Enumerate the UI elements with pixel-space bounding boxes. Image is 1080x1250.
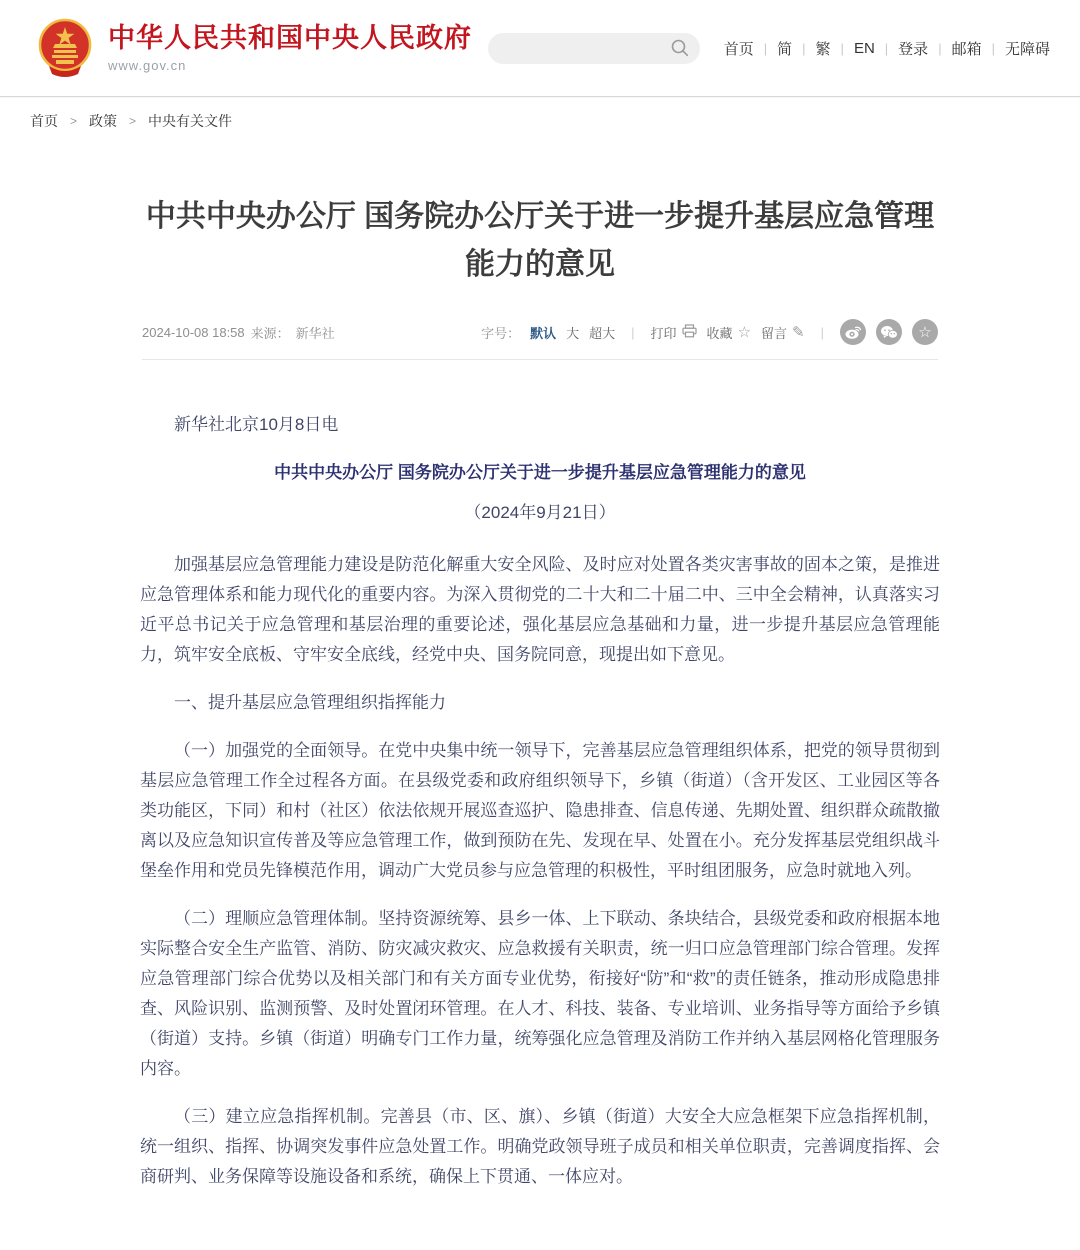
nav-separator: | bbox=[840, 40, 844, 56]
nav-separator: | bbox=[763, 40, 768, 56]
share-weibo-button[interactable] bbox=[840, 319, 866, 345]
site-brand[interactable] bbox=[36, 18, 472, 78]
brand-text bbox=[108, 23, 472, 73]
font-size-default-button[interactable]: 默认 bbox=[530, 325, 557, 341]
font-size-label: 字号： bbox=[481, 325, 521, 341]
print-button[interactable] bbox=[651, 323, 697, 342]
comment-label: 留言 bbox=[761, 325, 788, 341]
wechat-icon bbox=[880, 325, 898, 340]
font-size-xlarge-button[interactable]: 超大 bbox=[589, 325, 616, 341]
printer-icon bbox=[682, 324, 697, 341]
star-outline-icon: ☆ bbox=[737, 323, 752, 341]
share-favorites-button[interactable] bbox=[912, 319, 938, 345]
article-meta-row bbox=[120, 319, 960, 345]
search-box[interactable] bbox=[488, 33, 700, 64]
font-size-large-button[interactable]: 大 bbox=[566, 325, 580, 341]
article-meta-right bbox=[481, 319, 938, 345]
nav-separator: | bbox=[884, 40, 889, 56]
nav-accessibility[interactable]: 无障碍 bbox=[1004, 40, 1050, 58]
search-icon[interactable] bbox=[670, 38, 690, 58]
source-label: 来源： bbox=[250, 325, 290, 341]
pencil-icon: ✎ bbox=[792, 323, 805, 341]
nav-separator: | bbox=[802, 40, 806, 56]
nav-separator: | bbox=[938, 40, 942, 56]
source-value[interactable]: 新华社 bbox=[295, 325, 335, 341]
national-emblem-logo bbox=[36, 18, 94, 78]
share-wechat-button[interactable] bbox=[876, 319, 902, 345]
breadcrumb bbox=[0, 97, 1080, 141]
print-label: 打印 bbox=[650, 325, 677, 341]
breadcrumb-home[interactable]: 首页 bbox=[30, 113, 58, 129]
header-right bbox=[488, 33, 1052, 64]
document-inner-title: 中共中央办公厅 国务院办公厅关于进一步提升基层应急管理能力的意见 bbox=[274, 463, 806, 482]
page-title: 中共中央办公厅 国务院办公厅关于进一步提升基层应急管理能力的意见 bbox=[145, 200, 935, 281]
breadcrumb-central-documents[interactable]: 中央有关文件 bbox=[148, 113, 233, 129]
top-nav bbox=[722, 38, 1052, 59]
nav-simplified[interactable]: 简 bbox=[777, 40, 793, 58]
paragraph: （一）加强党的全面领导。在党中央集中统一领导下，完善基层应急管理组织体系，把党的领导贯彻到基层应急管理工作全过程各方面。在县级党委和政府组织领导下，乡镇（街道）（含开发区、工业园区等各类功能区，下同）和村（社区）依法依规开展巡查巡护、隐患排查、信息传递、先期处置、组织群众疏散撤离以及应急知识宣传普及等应急管理工作，做到预防在先、发现在早、处置在小。充分发挥基层党组织战斗堡垒作用和党员先锋模范作用，调动广大党员参与应急管理的积极性，平时组团服务，应急时就地入列。 bbox=[140, 741, 940, 880]
favorite-label: 收藏 bbox=[706, 325, 733, 341]
site-title: 中华人民共和国中央人民政府 bbox=[108, 22, 472, 53]
favorite-button[interactable] bbox=[707, 323, 751, 342]
breadcrumb-separator: > bbox=[70, 114, 78, 128]
search-input[interactable] bbox=[489, 33, 670, 64]
nav-english[interactable]: EN bbox=[853, 39, 875, 57]
paragraph: （二）理顺应急管理体制。坚持资源统筹、县乡一体、上下联动、条块结合，县级党委和政府根据本地实际整合安全生产监管、消防、防灾减灾救灾、应急救援有关职责，统一归口应急管理部门综合管理。发挥应急管理部门综合优势以及相关部门和有关方面专业优势，衔接好“防”和“救”的责任链条，推动形成隐患排查、风险识别、监测预警、及时处置闭环管理。在人才、科技、装备、专业培训、业务指导等方面给予乡镇（街道）支持。乡镇（街道）明确专门工作力量，统筹强化应急管理及消防工作并纳入基层网格化管理服务内容。 bbox=[140, 909, 940, 1078]
publish-datetime: 2024-10-08 18:58 bbox=[142, 324, 245, 340]
breadcrumb-policy[interactable]: 政策 bbox=[89, 113, 118, 129]
article-body bbox=[120, 360, 960, 1250]
comment-button[interactable] bbox=[761, 323, 805, 342]
document-inner-date: （2024年9月21日） bbox=[464, 503, 616, 522]
nav-separator: | bbox=[991, 40, 995, 56]
weibo-icon bbox=[844, 324, 862, 340]
dateline: 新华社北京10月8日电 bbox=[174, 415, 339, 434]
site-header bbox=[0, 0, 1080, 97]
meta-separator: | bbox=[820, 324, 824, 340]
nav-login[interactable]: 登录 bbox=[898, 40, 929, 58]
paragraph: 加强基层应急管理能力建设是防范化解重大安全风险、及时应对处置各类灾害事故的固本之策，是推进应急管理体系和能力现代化的重要内容。为深入贯彻党的二十大和二十届二中、三中全会精神，认真落实习近平总书记关于应急管理和基层治理的重要论述，强化基层应急基础和力量，进一步提升基层应急管理能力，筑牢安全底板、守牢安全底线，经党中央、国务院同意，现提出如下意见。 bbox=[140, 555, 940, 664]
section-heading: 一、提升基层应急管理组织指挥能力 bbox=[174, 693, 446, 712]
breadcrumb-separator: > bbox=[129, 114, 137, 128]
article-meta-left bbox=[142, 323, 335, 342]
site-url: www.gov.cn bbox=[108, 58, 187, 74]
nav-home[interactable]: 首页 bbox=[723, 40, 754, 58]
nav-mail[interactable]: 邮箱 bbox=[951, 40, 982, 58]
star-circle-icon: ☆ bbox=[918, 323, 932, 341]
article-container bbox=[120, 193, 960, 1250]
meta-separator: | bbox=[631, 324, 635, 340]
nav-traditional[interactable]: 繁 bbox=[815, 40, 831, 58]
paragraph: （三）建立应急指挥机制。完善县（市、区、旗）、乡镇（街道）大安全大应急框架下应急指挥机制，统一组织、指挥、协调突发事件应急处置工作。明确党政领导班子成员和相关单位职责，完善调度指挥、会商研判、业务保障等设施设备和系统，确保上下贯通、一体应对。 bbox=[140, 1107, 940, 1186]
